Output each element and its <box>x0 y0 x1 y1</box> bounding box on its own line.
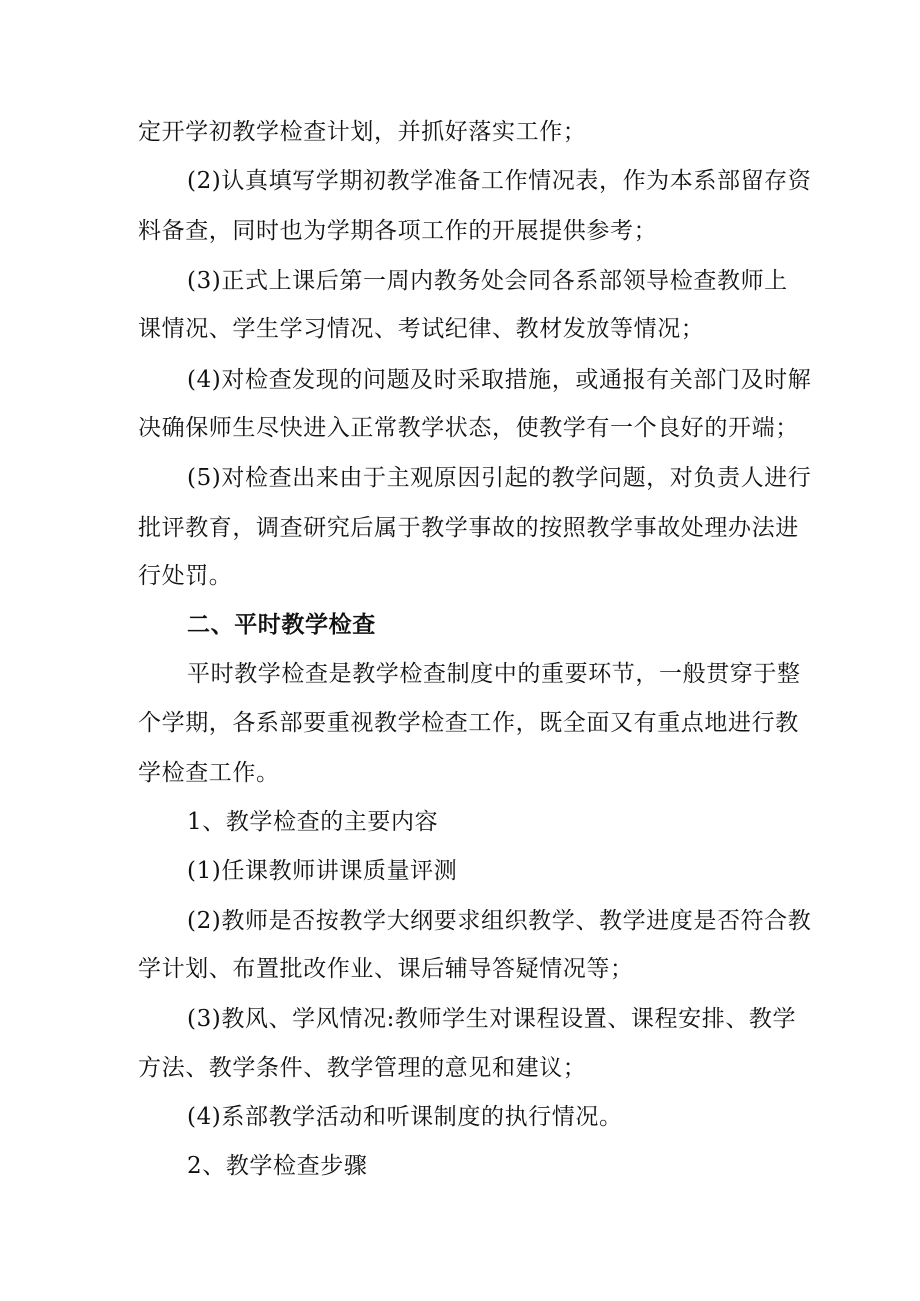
subsection-title: 1、教学检查的主要内容 <box>187 809 439 835</box>
text-line: 课情况、学生学习情况、考试纪律、教材发放等情况； <box>138 316 705 342</box>
text-line: 方法、教学条件、教学管理的意见和建议； <box>138 1055 587 1081</box>
text-line: (4)系部教学活动和听课制度的执行情况。 <box>187 1104 623 1130</box>
text-line: (3)正式上课后第一周内教务处会同各系部领导检查教师上 <box>187 268 788 294</box>
text-line: (1)任课教师讲课质量评测 <box>187 858 458 884</box>
text-line: 定开学初教学检查计划，并抓好落实工作； <box>138 119 587 145</box>
text-line: (2)教师是否按教学大纲要求组织教学、教学进度是否符合教 <box>187 908 812 934</box>
text-line: 料备查，同时也为学期各项工作的开展提供参考； <box>138 218 658 244</box>
text-line: (4)对检查发现的问题及时采取措施，或通报有关部门及时解 <box>187 367 812 393</box>
section-heading: 二、平时教学检查 <box>187 612 376 638</box>
text-line: 平时教学检查是教学检查制度中的重要环节，一般贯穿于整 <box>187 661 801 687</box>
text-line: 学计划、布置批改作业、课后辅导答疑情况等； <box>138 956 634 982</box>
text-line: 个学期，各系部要重视教学检查工作，既全面又有重点地进行教 <box>138 710 799 736</box>
text-line: (2)认真填写学期初教学准备工作情况表，作为本系部留存资 <box>187 168 812 194</box>
text-line: 决确保师生尽快进入正常教学状态，使教学有一个良好的开端； <box>138 415 799 441</box>
text-line: (5)对检查出来由于主观原因引起的教学问题，对负责人进行 <box>187 465 812 491</box>
text-line: 行处罚。 <box>138 563 233 589</box>
text-line: 学检查工作。 <box>138 760 280 786</box>
text-line: 批评教育，调查研究后属于教学事故的按照教学事故处理办法进 <box>138 515 799 541</box>
subsection-title: 2、教学检查步骤 <box>187 1153 368 1179</box>
text-line: (3)教风、学风情况:教师学生对课程设置、课程安排、教学 <box>187 1006 797 1032</box>
